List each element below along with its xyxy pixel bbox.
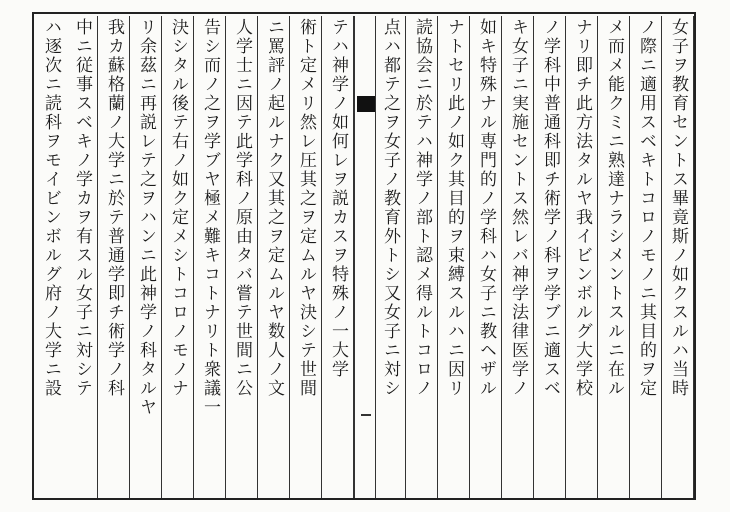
text-column: 読協会ニ於テハ神学ノ部ト認メ得ルトコロノ [408, 16, 438, 498]
text-column: ナリ即チ此方法タルヤ我イビンボルグ大学校 [568, 16, 598, 498]
text-column: 告シ而ノ之ヲ学ブヤ極メ難キコトナリト衆議一 [196, 16, 226, 498]
text-column: ノ際ニ適用スベキトコロノモノニ其目的ヲ定 [632, 16, 662, 498]
text-column: キ女子ニ実施セントス然レバ神学法律医学ノ [504, 16, 534, 498]
text-column: 点ハ都テ之ヲ女子ノ教育外トシ又女子ニ対シ [376, 16, 406, 498]
text-column: ハ逐次ニ読科ヲモイビンボルグ府ノ大学ニ設 [41, 18, 61, 398]
text-column: 中ニ従事スベキノ学カヲ有スル女子ニ対シテ [68, 16, 98, 498]
text-column: 如キ特殊ナル専門的ノ学科ハ女子ニ教ヘザル [472, 16, 502, 498]
text-column: ノ学科中普通科即チ術学ノ科ヲ学ブニ適スベ [536, 16, 566, 498]
text-column: 術ト定メリ然レ圧其之ヲ定ムルヤ決シテ世間 [292, 16, 322, 498]
center-fold-band [354, 16, 376, 498]
text-column: ナトセリ此ノ如ク其目的ヲ束縛スルハニ因リ [440, 16, 470, 498]
text-column: リ余茲ニ再説レテ之ヲハンニ此神学ノ科タルヤ [132, 16, 162, 498]
text-column: ニ罵評ノ起ルナク又其之ヲ定ムルヤ数人ノ文 [260, 16, 290, 498]
text-frame [32, 12, 696, 500]
text-column: 人学士ニ因テ此学科ノ原由タバ嘗テ世間ニ公 [228, 16, 258, 498]
fold-rule [361, 414, 371, 416]
text-column: 女子ヲ教育セントス畢竟斯ノ如クスルハ当時 [664, 16, 694, 498]
text-column: 我カ蘇格蘭ノ大学ニ於テ普通学即チ術学ノ科 [100, 16, 130, 498]
fold-mark [357, 96, 375, 112]
text-column: メ而メ能クミニ熟達ナラシメントスルニ在ル [600, 16, 630, 498]
text-column: 決シタル後テ右ノ如ク定メシトコロノモノナ [164, 16, 194, 498]
text-column: テハ神学ノ如何レヲ説カスヲ特殊ノ一大学 [324, 16, 354, 498]
